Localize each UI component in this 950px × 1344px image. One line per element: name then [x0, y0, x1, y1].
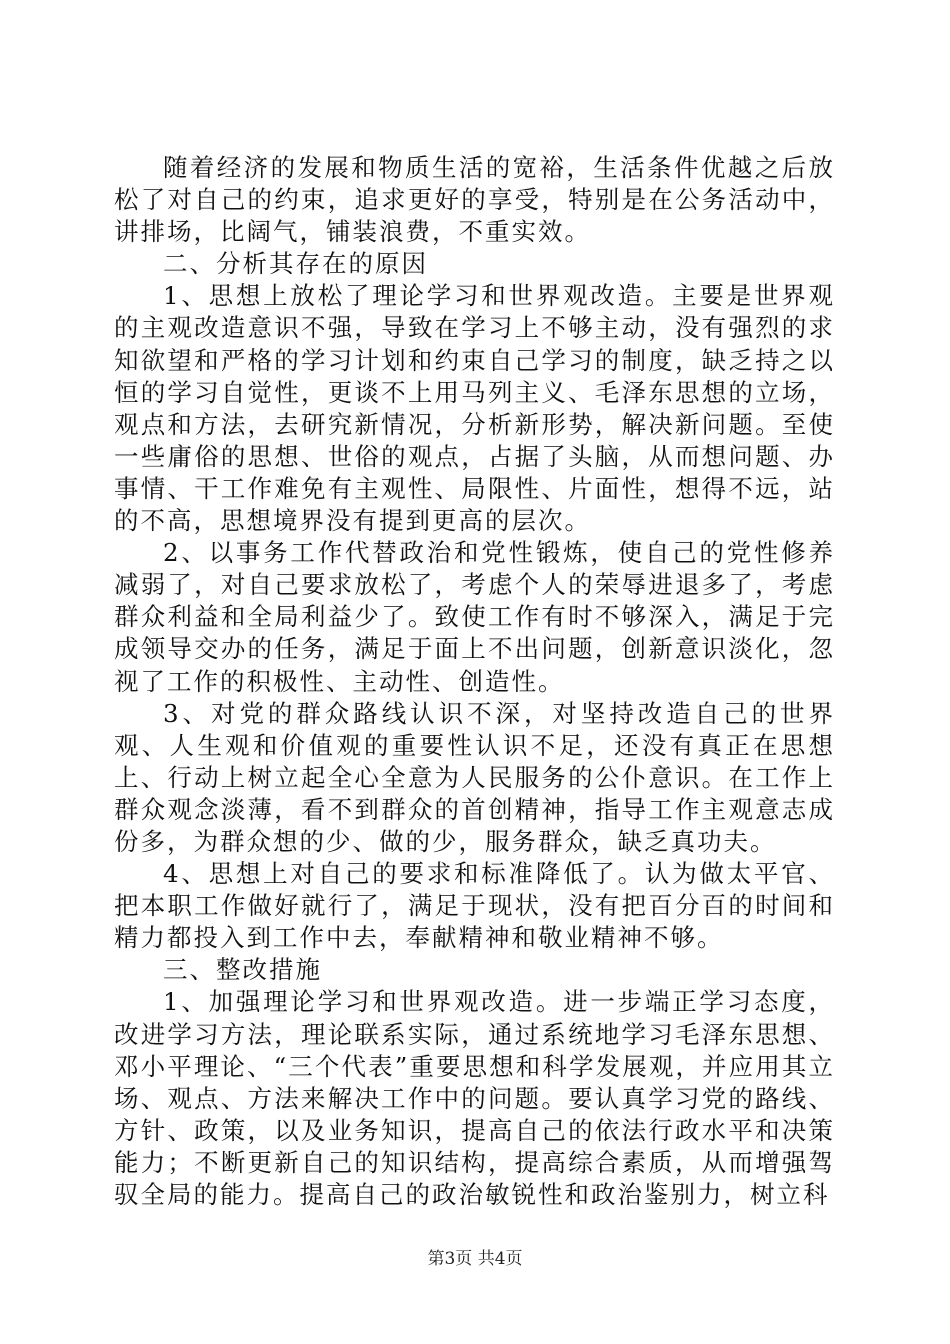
paragraph-cause-1: 1、思想上放松了理论学习和世界观改造。主要是世界观的主观改造意识不强，导致在学习上不够主动，没有强烈的求知欲望和严格的学习计划和约束自己学习的制度，缺乏持之以恒的学习自觉性，更谈不上用马列主义、毛泽东思想的立场，观点和方法，去研究新情况，分析新形势，解决新问题。至使一些庸俗的思想、世俗的观点，占据了头脑，从而想问题、办事情、干工作难免有主观性、局限性、片面性，想得不远，站的不高，思想境界没有提到更高的层次。: [114, 281, 835, 536]
section-heading-measures: 三、整改措施: [163, 955, 322, 985]
paragraph-cause-4: 4、思想上对自己的要求和标准降低了。认为做太平官、把本职工作做好就行了，满足于现状，没有把百分百的时间和精力都投入到工作中去，奉献精神和敬业精神不够。: [114, 859, 835, 953]
paragraph-cause-2: 2、以事务工作代替政治和党性锻炼，使自己的党性修养减弱了，对自己要求放松了，考虑个人的荣辱进退多了，考虑群众利益和全局利益少了。致使工作有时不够深入，满足于完成领导交办的任务，满足于面上不出问题，创新意识淡化，忽视了工作的积极性、主动性、创造性。: [114, 538, 835, 696]
paragraph-measure-1: 1、加强理论学习和世界观改造。进一步端正学习态度，改进学习方法，理论联系实际，通过系统地学习毛泽东思想、邓小平理论、“三个代表”重要思想和科学发展观，并应用其立场、观点、方法来解决工作中的问题。要认真学习党的路线、方针、政策，以及业务知识，提高自己的依法行政水平和决策能力；不断更新自己的知识结构，提高综合素质，从而增强驾驭全局的能力。提高自己的政治敏锐性和政治鉴别力，树立科: [114, 987, 835, 1209]
paragraph-intro: 随着经济的发展和物质生活的宽裕，生活条件优越之后放松了对自己的约束，追求更好的享受，特别是在公务活动中，讲排场，比阔气，铺装浪费，不重实效。: [114, 153, 835, 247]
paragraph-cause-3: 3、对党的群众路线认识不深，对坚持改造自己的世界观、人生观和价值观的重要性认识不足，还没有真正在思想上、行动上树立起全心全意为人民服务的公仆意识。在工作上群众观念淡薄，看不到群众的首创精神，指导工作主观意志成份多，为群众想的少、做的少，服务群众，缺乏真功夫。: [114, 698, 835, 856]
section-heading-causes: 二、分析其存在的原因: [163, 249, 428, 279]
document-body: [114, 152, 835, 1211]
page-number-footer: 第3页 共4页: [427, 1249, 523, 1269]
